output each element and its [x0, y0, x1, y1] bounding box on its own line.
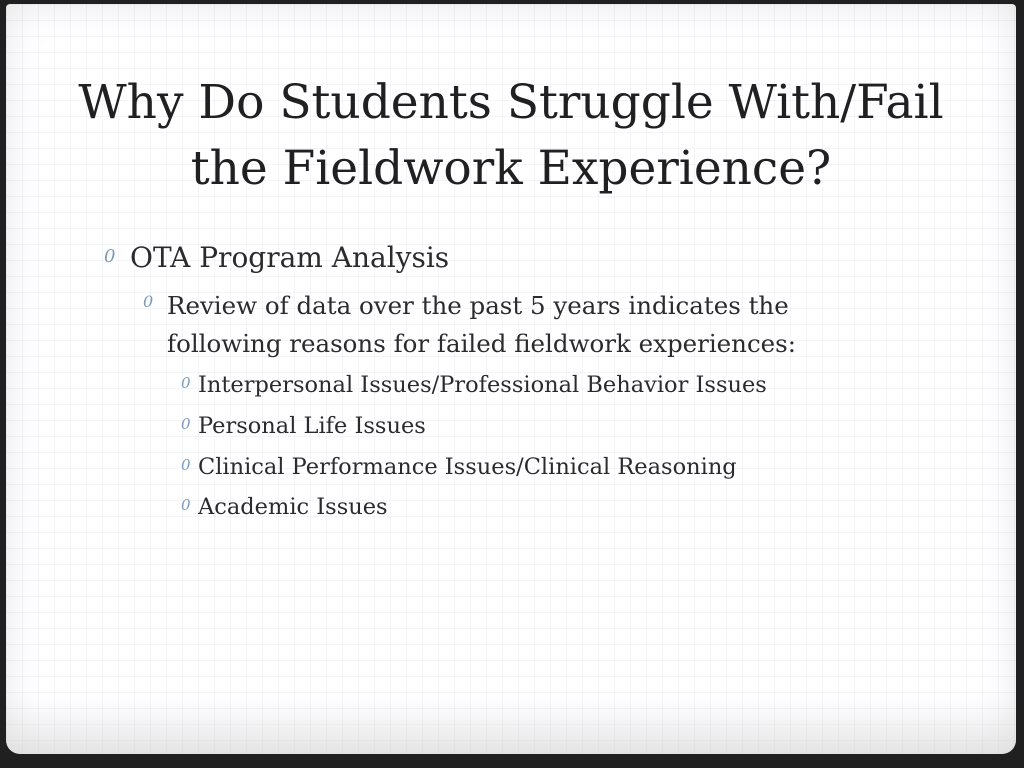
bullet-list [6, 4, 1016, 754]
bullet-text: OTA Program Analysis [130, 241, 450, 274]
bullet-marker: 0 [181, 374, 191, 392]
bullet-level3-personal-life [181, 410, 881, 442]
bullet-text: Personal Life Issues [198, 413, 426, 439]
bullet-level3-clinical [181, 451, 881, 483]
bullet-marker: 0 [143, 292, 154, 311]
bullet-text: Interpersonal Issues/Professional Behavior Issues [198, 372, 767, 398]
bullet-level1 [104, 240, 954, 276]
slide [6, 4, 1016, 754]
bullet-marker: 0 [104, 246, 116, 267]
bullet-marker: 0 [181, 496, 191, 514]
slide-title-line-2: the Fieldwork Experience? [190, 141, 832, 196]
bullet-level3-interpersonal [181, 369, 881, 401]
bullet-marker: 0 [181, 415, 191, 433]
bullet-text: Academic Issues [198, 494, 388, 520]
bullet-level3-academic [181, 491, 881, 523]
slide-title-line-1: Why Do Students Struggle With/Fail [78, 75, 944, 130]
bullet-marker: 0 [181, 456, 191, 474]
bullet-level2 [143, 287, 863, 363]
bullet-text: Review of data over the past 5 years indicates the following reasons for failed fieldwork experiences: [167, 291, 797, 358]
bullet-text: Clinical Performance Issues/Clinical Reasoning [198, 454, 737, 480]
